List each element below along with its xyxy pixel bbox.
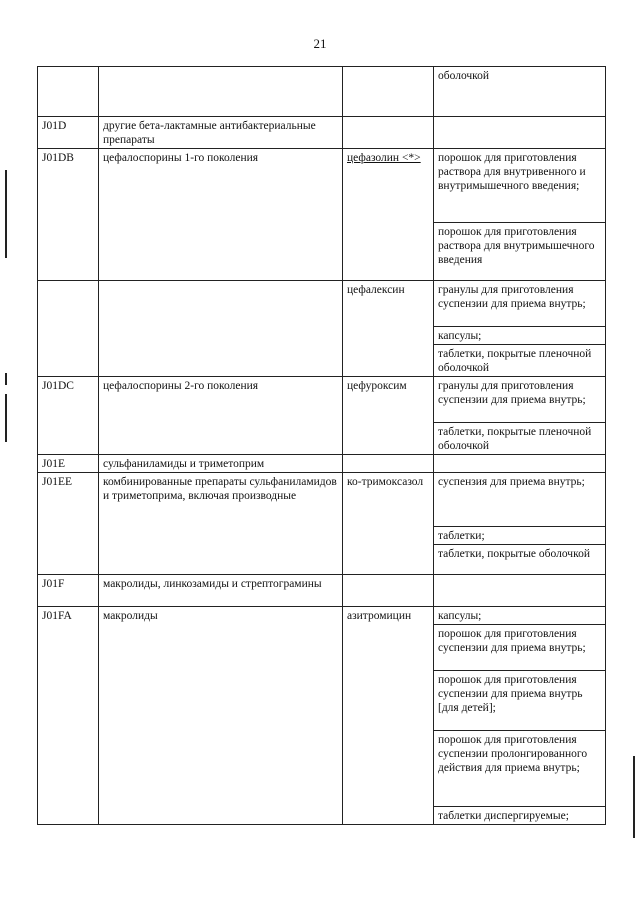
form-cell: гранулы для приготовления суспензии для приема внутрь; bbox=[434, 377, 606, 423]
atc-code-cell: J01D bbox=[38, 117, 99, 149]
group-cell bbox=[99, 67, 343, 117]
atc-code-cell: J01EE bbox=[38, 473, 99, 575]
form-cell: порошок для приготовления суспензии пролонгированного действия для приема внутрь; bbox=[434, 731, 606, 807]
margin-mark bbox=[5, 170, 7, 258]
table-row bbox=[38, 149, 606, 223]
form-cell: суспензия для приема внутрь; bbox=[434, 473, 606, 527]
drug-cell bbox=[343, 67, 434, 117]
table-row bbox=[38, 607, 606, 625]
group-cell: макролиды, линкозамиды и стрептограмины bbox=[99, 575, 343, 607]
drug-cell: ко-тримоксазол bbox=[343, 473, 434, 575]
form-cell bbox=[434, 575, 606, 607]
atc-code-cell bbox=[38, 67, 99, 117]
drug-cell: цефазолин <*> bbox=[343, 149, 434, 281]
drug-cell: цефуроксим bbox=[343, 377, 434, 455]
page-number: 21 bbox=[313, 36, 327, 51]
form-cell: капсулы; bbox=[434, 327, 606, 345]
table-row bbox=[38, 281, 606, 327]
form-cell: капсулы; bbox=[434, 607, 606, 625]
margin-mark bbox=[5, 394, 7, 442]
form-cell: таблетки, покрытые оболочкой bbox=[434, 545, 606, 575]
form-cell: порошок для приготовления суспензии для приема внутрь; bbox=[434, 625, 606, 671]
drug-table bbox=[37, 66, 606, 825]
atc-code-cell: J01E bbox=[38, 455, 99, 473]
group-cell: цефалоспорины 1-го поколения bbox=[99, 149, 343, 281]
form-cell bbox=[434, 117, 606, 149]
form-cell: оболочкой bbox=[434, 67, 606, 117]
atc-code-cell: J01F bbox=[38, 575, 99, 607]
atc-code-cell: J01FA bbox=[38, 607, 99, 825]
form-cell: таблетки, покрытые пленочной оболочкой bbox=[434, 423, 606, 455]
margin-mark bbox=[5, 373, 7, 385]
table-row bbox=[38, 377, 606, 423]
form-cell: порошок для приготовления раствора для внутримышечного введения bbox=[434, 223, 606, 281]
table-row bbox=[38, 117, 606, 149]
form-cell: таблетки; bbox=[434, 527, 606, 545]
table-row bbox=[38, 67, 606, 117]
form-cell: таблетки, покрытые пленочной оболочкой bbox=[434, 345, 606, 377]
group-cell: другие бета-лактамные антибактериальные препараты bbox=[99, 117, 343, 149]
form-cell: таблетки диспергируемые; bbox=[434, 807, 606, 825]
table-row bbox=[38, 455, 606, 473]
group-cell bbox=[99, 281, 343, 377]
group-cell: сульфаниламиды и триметоприм bbox=[99, 455, 343, 473]
table-row bbox=[38, 473, 606, 527]
atc-code-cell: J01DC bbox=[38, 377, 99, 455]
group-cell: комбинированные препараты сульфаниламидов и триметоприма, включая производные bbox=[99, 473, 343, 575]
drug-cell bbox=[343, 575, 434, 607]
drug-cell bbox=[343, 455, 434, 473]
form-cell: порошок для приготовления раствора для внутривенного и внутримышечного введения; bbox=[434, 149, 606, 223]
drug-cell: азитромицин bbox=[343, 607, 434, 825]
group-cell: цефалоспорины 2-го поколения bbox=[99, 377, 343, 455]
margin-mark bbox=[633, 756, 635, 838]
atc-code-cell bbox=[38, 281, 99, 377]
drug-cell bbox=[343, 117, 434, 149]
atc-code-cell: J01DB bbox=[38, 149, 99, 281]
table-row bbox=[38, 575, 606, 607]
drug-cell: цефалексин bbox=[343, 281, 434, 377]
form-cell: гранулы для приготовления суспензии для приема внутрь; bbox=[434, 281, 606, 327]
form-cell bbox=[434, 455, 606, 473]
form-cell: порошок для приготовления суспензии для приема внутрь [для детей]; bbox=[434, 671, 606, 731]
group-cell: макролиды bbox=[99, 607, 343, 825]
